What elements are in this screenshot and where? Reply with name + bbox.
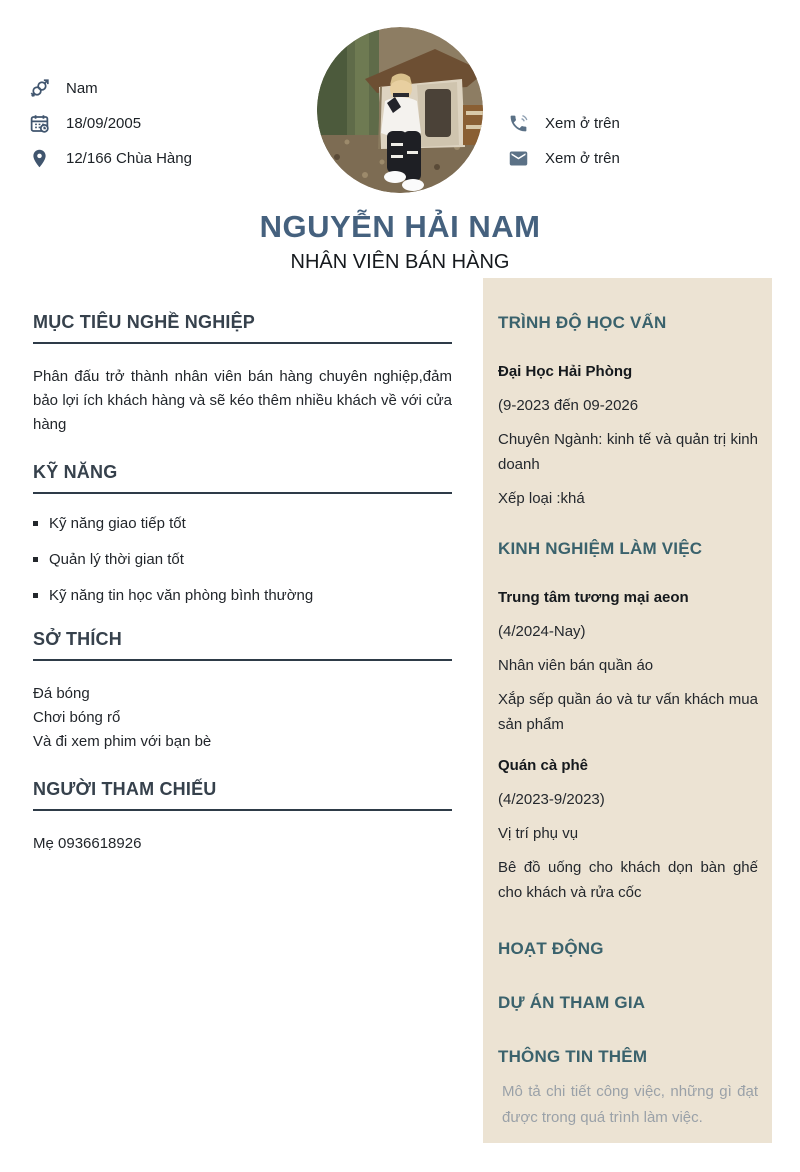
- job-period: (4/2023-9/2023): [498, 791, 605, 808]
- email-row: [507, 147, 620, 169]
- skill-item: [33, 587, 452, 604]
- education-period: (9-2023 đến 09-2026: [498, 397, 639, 414]
- section-experience: [498, 539, 758, 905]
- calendar-icon: [28, 112, 50, 134]
- education-grade: Xếp loại :khá: [498, 490, 585, 507]
- address-row: [28, 147, 192, 169]
- skill-text: Kỹ năng tin học văn phòng bình thường: [49, 587, 314, 604]
- skill-item: [33, 551, 452, 568]
- objective-text: Phân đấu trở thành nhân viên bán hàng chuyên nghiệp,đảm bảo lợi ích khách hàng và sẽ kéo thêm nhiều khách về với cửa hàng: [33, 368, 452, 433]
- job-position: Nhân viên bán quần áo: [498, 657, 654, 674]
- job-company: Quán cà phê: [498, 757, 589, 774]
- right-column: [483, 278, 772, 1143]
- section-references: [33, 779, 452, 856]
- location-icon: [28, 147, 50, 169]
- skill-text: Quản lý thời gian tốt: [49, 551, 184, 568]
- hobby-line: Đá bóng: [33, 685, 90, 702]
- skills-list: [33, 515, 452, 604]
- email-icon: [507, 147, 529, 169]
- hobbies-heading: SỞ THÍCH: [33, 629, 452, 661]
- gender-value: Nam: [66, 79, 98, 97]
- activities-heading: HOẠT ĐỘNG: [498, 939, 604, 958]
- phone-icon: [507, 112, 529, 134]
- gender-row: [28, 77, 192, 99]
- references-heading: NGƯỜI THAM CHIẾU: [33, 779, 452, 811]
- section-objective: [33, 312, 452, 437]
- additional-info-placeholder: Mô tả chi tiết công việc, những gì đạt được trong quá trình làm việc.: [502, 1083, 758, 1126]
- birthdate-row: [28, 112, 192, 134]
- left-column: [33, 312, 452, 881]
- job-position: Vị trí phụ vụ: [498, 825, 579, 842]
- additional-info-heading: THÔNG TIN THÊM: [498, 1047, 648, 1066]
- birthdate-value: 18/09/2005: [66, 114, 142, 132]
- section-skills: [33, 462, 452, 604]
- address-value: 12/166 Chùa Hàng: [66, 149, 192, 167]
- experience-heading: KINH NGHIỆM LÀM VIỆC: [498, 539, 703, 558]
- education-heading: TRÌNH ĐỘ HỌC VẤN: [498, 313, 667, 332]
- skill-item: [33, 515, 452, 532]
- education-school: Đại Học Hải Phòng: [498, 363, 633, 380]
- profile-photo-illustration: [317, 27, 483, 193]
- skills-heading: KỸ NĂNG: [33, 462, 452, 494]
- candidate-job-title: NHÂN VIÊN BÁN HÀNG: [290, 251, 510, 273]
- candidate-name: NGUYỄN HẢI NAM: [259, 209, 541, 244]
- job-description: Xắp sếp quần áo và tư vấn khách mua sản phẩm: [498, 691, 758, 733]
- section-education: [498, 313, 758, 511]
- phone-value: Xem ở trên: [545, 114, 620, 132]
- section-hobbies: [33, 629, 452, 754]
- gender-icon: [28, 77, 50, 99]
- hobby-line: Chơi bóng rổ: [33, 709, 121, 726]
- profile-photo: [317, 27, 483, 193]
- projects-heading: DỰ ÁN THAM GIA: [498, 993, 646, 1012]
- hobby-line: Và đi xem phim với bạn bè: [33, 733, 212, 750]
- objective-heading: MỤC TIÊU NGHỀ NGHIỆP: [33, 312, 452, 344]
- education-major: Chuyên Ngành: kinh tế và quản trị kinh doanh: [498, 431, 758, 473]
- phone-row: [507, 112, 620, 134]
- bullet-square-icon: [33, 593, 38, 598]
- job-company: Trung tâm tương mại aeon: [498, 589, 689, 606]
- email-value: Xem ở trên: [545, 149, 620, 167]
- skill-text: Kỹ năng giao tiếp tốt: [49, 515, 186, 532]
- bullet-square-icon: [33, 521, 38, 526]
- personal-info-list: [28, 77, 192, 169]
- bullet-square-icon: [33, 557, 38, 562]
- reference-text: Mẹ 0936618926: [33, 835, 142, 852]
- contact-info-list: [507, 112, 620, 169]
- job-period: (4/2024-Nay): [498, 623, 586, 640]
- job-description: Bê đồ uống cho khách dọn bàn ghế cho khách và rửa cốc: [498, 859, 758, 901]
